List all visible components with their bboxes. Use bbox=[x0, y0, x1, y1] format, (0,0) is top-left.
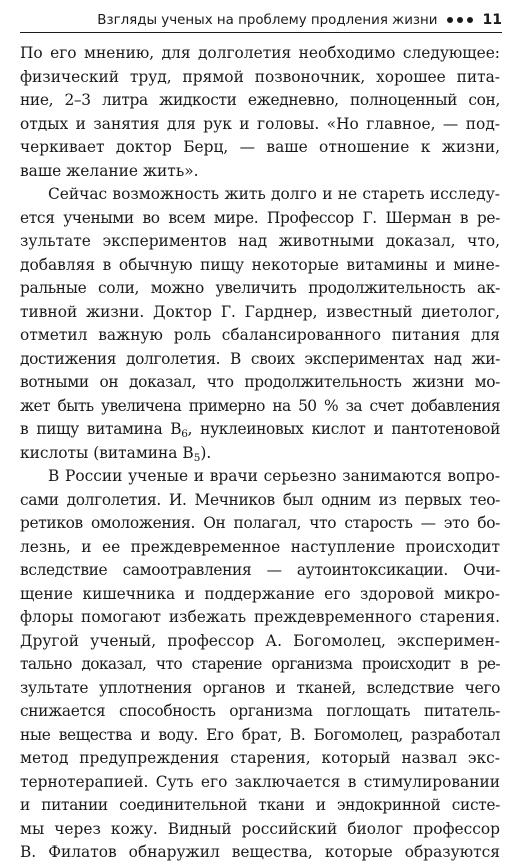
text-line: Сейчас возможность жить долго и не стареть исследу- bbox=[48, 185, 500, 203]
subscript: 5 bbox=[193, 451, 201, 464]
text-line: отдых и занятия для рук и головы. «Но главное, — под- bbox=[20, 114, 500, 133]
text-line-with-subscript bbox=[20, 442, 500, 466]
text-line: вследствие самоотравления — аутоинтоксикации. Очи- bbox=[20, 561, 500, 579]
dot-ornament-icon bbox=[457, 17, 463, 23]
text-line: ретиков омоложения. Он полагал, что старость — это бо- bbox=[20, 514, 500, 532]
text-line: мы через кожу. Видный российский биолог профессор bbox=[20, 819, 500, 838]
text-line: тивной жизни. Доктор Г. Гарднер, известный диетолог, bbox=[20, 302, 500, 321]
body-text bbox=[20, 42, 500, 865]
text-segment: в пищу витамина B bbox=[20, 420, 182, 438]
text-line: тально доказал, что старение организма происходит в ре- bbox=[20, 655, 500, 673]
text-line: щение кишечника и поддержание его здоровой микро- bbox=[20, 584, 500, 603]
text-line: Другой ученый, профессор А. Богомолец, эксперимен- bbox=[20, 631, 500, 650]
text-line: ные вещества и воду. Его брат, В. Богомолец, разработал bbox=[20, 725, 500, 744]
text-line: В. Филатов обнаружил вещества, которые образуются bbox=[20, 843, 500, 861]
running-header bbox=[20, 8, 502, 33]
page-number: 11 bbox=[482, 12, 502, 28]
text-line: метод предупреждения старения, который назвал экс- bbox=[20, 749, 500, 767]
text-line: ется учеными во всем мире. Профессор Г. Шерман в ре- bbox=[20, 208, 500, 227]
dot-ornament-icon bbox=[467, 17, 473, 23]
text-line: физический труд, прямой позвоночник, хорошее пита- bbox=[20, 67, 500, 86]
text-line: вотными он доказал, что продолжительность жизни мо- bbox=[20, 373, 500, 391]
dot-ornament-icon bbox=[447, 17, 453, 23]
text-line: ральные соли, можно увеличить продолжительность ак- bbox=[20, 279, 500, 297]
text-line: достижения долголетия. В своих экспериментах над жи- bbox=[20, 349, 500, 368]
subscript: 6 bbox=[181, 428, 188, 440]
running-title: Взгляды ученых на проблему продления жизни bbox=[97, 12, 438, 28]
text-line: сами долголетия. И. Мечников был одним из первых тео- bbox=[20, 490, 500, 509]
text-segment: ). bbox=[200, 443, 212, 462]
text-segment: кислоты (витамина B bbox=[20, 443, 194, 462]
text-line: лезнь, и ее преждевременное наступление происходит bbox=[20, 537, 500, 556]
text-segment: , нуклеиновых кислот и пантотеновой bbox=[187, 420, 500, 438]
text-line: В России ученые и врачи серьезно занимаются вопро- bbox=[48, 467, 500, 485]
text-line: ваше желание жить». bbox=[20, 161, 199, 180]
text-line: По его мнению, для долголетия необходимо следующее: bbox=[20, 44, 500, 62]
text-line: ние, 2–3 литра жидкости ежедневно, полноценный сон, bbox=[20, 91, 500, 109]
text-line: отметил важную роль сбалансированного питания для bbox=[20, 326, 500, 344]
text-line: флоры помогают избежать преждевременного старения. bbox=[20, 608, 500, 626]
header-dots-ornament bbox=[447, 17, 473, 23]
text-line: снижается способность организма поглощать питатель- bbox=[20, 702, 500, 720]
text-line: зультате уплотнения органов и тканей, вследствие чего bbox=[20, 678, 500, 697]
text-line: тернотерапией. Суть его заключается в стимулировании bbox=[20, 772, 500, 791]
text-line: и питании соединительной ткани и эндокринной систе- bbox=[20, 796, 500, 814]
text-line: зультате экспериментов над животными доказал, что, bbox=[20, 232, 500, 250]
text-line: добавляя в обычную пищу некоторые витамины и мине- bbox=[20, 255, 500, 274]
text-line-with-subscript bbox=[20, 418, 500, 442]
text-line: черкивает доктор Берц, — ваше отношение к жизни, bbox=[20, 138, 500, 156]
text-line: жет быть увеличена примерно на 50 % за счет добавления bbox=[20, 396, 500, 415]
